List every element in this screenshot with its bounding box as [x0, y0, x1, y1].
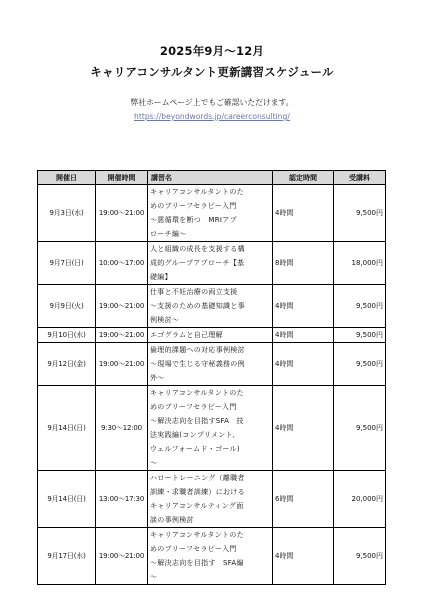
course-name	[148, 471, 273, 528]
course-name	[148, 528, 273, 585]
certified-hours: 4時間	[273, 528, 334, 585]
session-date: 9月12日(金)	[38, 343, 96, 386]
certified-hours: 4時間	[273, 328, 334, 343]
course-name	[148, 386, 273, 471]
table-header-row	[38, 171, 386, 185]
course-name-line: キャリアコンサルタントのた	[150, 389, 244, 397]
table-row	[38, 328, 386, 343]
certified-hours: 4時間	[273, 386, 334, 471]
certified-hours: 8時間	[273, 242, 334, 285]
table-row	[38, 285, 386, 328]
course-name	[148, 185, 273, 242]
course-name	[148, 328, 273, 343]
course-name-line: ～解決志向を目指す SFA編	[150, 559, 244, 567]
course-name-line: ～悪循環を断つ MRIアプ	[150, 216, 237, 224]
course-name-line: ～現場で生じる守秘義務の例	[150, 360, 245, 368]
session-time: 9:30～12:00	[96, 386, 148, 471]
session-time: 10:00～17:00	[96, 242, 148, 285]
course-fee: 9,500円	[334, 386, 386, 471]
course-fee: 9,500円	[334, 343, 386, 386]
course-name-line: 成的グループアプローチ【基	[150, 259, 245, 267]
course-fee: 9,500円	[334, 285, 386, 328]
course-name-line: キャリアコンサルタントのた	[150, 188, 244, 196]
header-fee: 受講料	[334, 171, 386, 185]
course-fee: 20,000円	[334, 471, 386, 528]
course-name-line: ローチ編～	[150, 230, 187, 238]
course-name-line: 人と組織の成長を支援する構	[150, 245, 245, 253]
course-name-line: ウェルフォームド・ゴール)	[150, 445, 240, 453]
schedule-title-period: 2025年9月～12月	[159, 44, 265, 58]
session-time: 19:00～21:00	[96, 343, 148, 386]
session-date: 9月17日(水)	[38, 528, 96, 585]
course-name	[148, 285, 273, 328]
session-date: 9月14日(日)	[38, 471, 96, 528]
table-row	[38, 386, 386, 471]
course-name-line: 談の事例検討	[150, 516, 194, 524]
table-row	[38, 242, 386, 285]
course-name-line: 例検討～	[150, 316, 180, 324]
session-time: 13:00～17:30	[96, 471, 148, 528]
session-date: 9月14日(日)	[38, 386, 96, 471]
session-time: 19:00～21:00	[96, 328, 148, 343]
schedule-title: キャリアコンサルタント更新講習スケジュール	[90, 65, 334, 79]
course-name-line: ～解決志向を目指すSFA 技	[150, 417, 244, 425]
table-row	[38, 343, 386, 386]
course-name-line: 倫理的課題への対応事例検討	[150, 346, 245, 354]
header-date: 開催日	[38, 171, 96, 185]
course-name-line: 訓練・求職者訓練）における	[150, 488, 245, 496]
course-name-line: めのブリーフセラピー入門	[150, 202, 237, 210]
header-time: 開催時間	[96, 171, 148, 185]
course-name-line: ～	[150, 459, 158, 467]
header-course-name: 講習名	[148, 171, 273, 185]
session-date: 9月9日(火)	[38, 285, 96, 328]
course-fee: 9,500円	[334, 328, 386, 343]
course-name-line: 法実践編(コンプリメント、	[150, 431, 240, 439]
header-certified-hours: 認定時間	[273, 171, 334, 185]
certified-hours: 6時間	[273, 471, 334, 528]
certified-hours: 4時間	[273, 285, 334, 328]
course-name-line: めのブリーフセラピー入門	[150, 545, 237, 553]
course-name-line: キャリアコンサルタントのた	[150, 531, 244, 539]
course-name	[148, 242, 273, 285]
course-fee: 18,000円	[334, 242, 386, 285]
session-time: 19:00～21:00	[96, 285, 148, 328]
certified-hours: 4時間	[273, 343, 334, 386]
course-name-line: ～支援のための基礎知識と事	[150, 302, 245, 310]
certified-hours: 4時間	[273, 185, 334, 242]
session-date: 9月7日(日)	[38, 242, 96, 285]
course-name-line: ハロートレーニング（離職者	[150, 474, 245, 482]
session-date: 9月3日(水)	[38, 185, 96, 242]
course-name-line: キャリアコンサルティング面	[150, 502, 244, 510]
website-link[interactable]: https://beyondwords.jp/careerconsulting/	[134, 112, 290, 121]
course-name-line: エゴグラムと自己理解	[150, 331, 223, 339]
course-fee: 9,500円	[334, 528, 386, 585]
session-time: 19:00～21:00	[96, 185, 148, 242]
course-name-line: めのブリーフセラピー入門	[150, 403, 237, 411]
course-name-line: ～	[150, 573, 158, 581]
table-row	[38, 185, 386, 242]
course-name-line: 外～	[150, 374, 165, 382]
course-name-line: 礎編】	[150, 273, 172, 281]
table-row	[38, 528, 386, 585]
schedule-table	[37, 170, 386, 585]
session-date: 9月10日(水)	[38, 328, 96, 343]
session-time: 19:00～21:00	[96, 528, 148, 585]
table-row	[38, 471, 386, 528]
course-fee: 9,500円	[334, 185, 386, 242]
course-name-line: 仕事と不妊治療の両立支援	[150, 288, 238, 296]
course-name	[148, 343, 273, 386]
schedule-table-body	[38, 185, 386, 585]
website-note: 弊社ホームページ上でもご確認いただけます。	[130, 98, 294, 107]
